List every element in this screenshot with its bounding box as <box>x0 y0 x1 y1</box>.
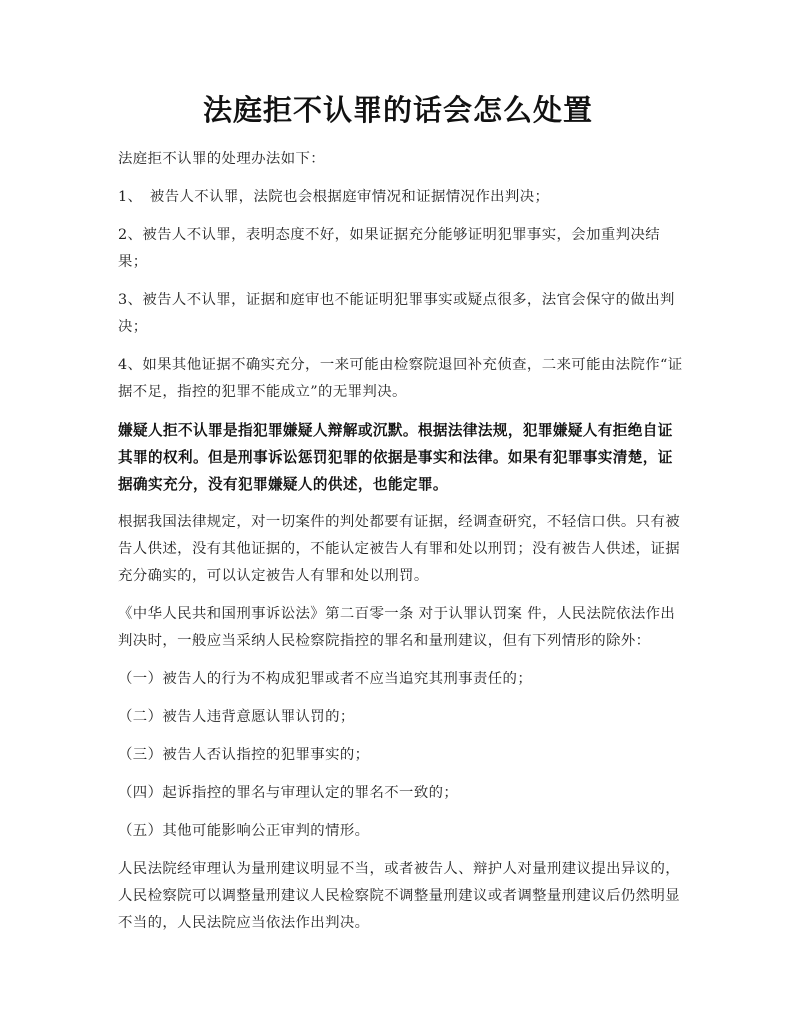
document-body <box>118 146 684 948</box>
closing-paragraph: 人民法院经审理认为量刑建议明显不当，或者被告人、辩护人对量刑建议提出异议的，人民检察院可以调整量刑建议人民检察院不调整量刑建议或者调整量刑建议后仍然明显不当的，人民法院应当依法作出判决。 <box>118 861 681 931</box>
list-item: 3、被告人不认罪，证据和庭审也不能证明犯罪事实或疑点很多，法官会保守的做出判决； <box>118 292 675 335</box>
list-item: 2、被告人不认罪，表明态度不好，如果证据充分能够证明犯罪事实，会加重判决结果； <box>118 227 661 270</box>
law-paragraph: 根据我国法律规定，对一切案件的判处都要有证据，经调查研究，不轻信口供。只有被告人供述，没有其他证据的，不能认定被告人有罪和处以刑罚；没有被告人供述，证据充分确实的，可以认定被告人有罪和处以刑罚。 <box>118 514 681 584</box>
exception-item: （二）被告人违背意愿认罪认罚的； <box>118 709 355 725</box>
page-title: 法庭拒不认罪的话会怎么处置 <box>202 93 593 127</box>
list-item: 1、 被告人不认罪，法院也会根据庭审情况和证据情况作出判决； <box>118 189 550 205</box>
exception-item: （五）其他可能影响公正审判的情形。 <box>118 823 370 839</box>
intro-paragraph: 法庭拒不认罪的处理办法如下： <box>118 151 326 167</box>
article-paragraph: 《中华人民共和国刑事诉讼法》第二百零一条 对于认罪认罚案 件，人民法院依法作出判决时，一般应当采纳人民检察院指控的罪名和量刑建议，但有下列情形的除外： <box>118 606 676 649</box>
bold-paragraph: 嫌疑人拒不认罪是指犯罪嫌疑人辩解或沉默。根据法律法规，犯罪嫌疑人有拒绝自证其罪的权利。但是刑事诉讼惩罚犯罪的依据是事实和法律。如果有犯罪事实清楚，证据确实充分，没有犯罪嫌疑人的供述，也能定罪。 <box>118 422 673 493</box>
exception-item: （三）被告人否认指控的犯罪事实的； <box>118 747 370 763</box>
exception-item: （一）被告人的行为不构成犯罪或者不应当追究其刑事责任的； <box>118 671 533 687</box>
list-item: 4、如果其他证据不确实充分，一来可能由检察院退回补充侦查，二来可能由法院作“证据不足，指控的犯罪不能成立”的无罪判决。 <box>118 357 683 400</box>
exception-item: （四）起诉指控的罪名与审理认定的罪名不一致的； <box>118 785 459 801</box>
